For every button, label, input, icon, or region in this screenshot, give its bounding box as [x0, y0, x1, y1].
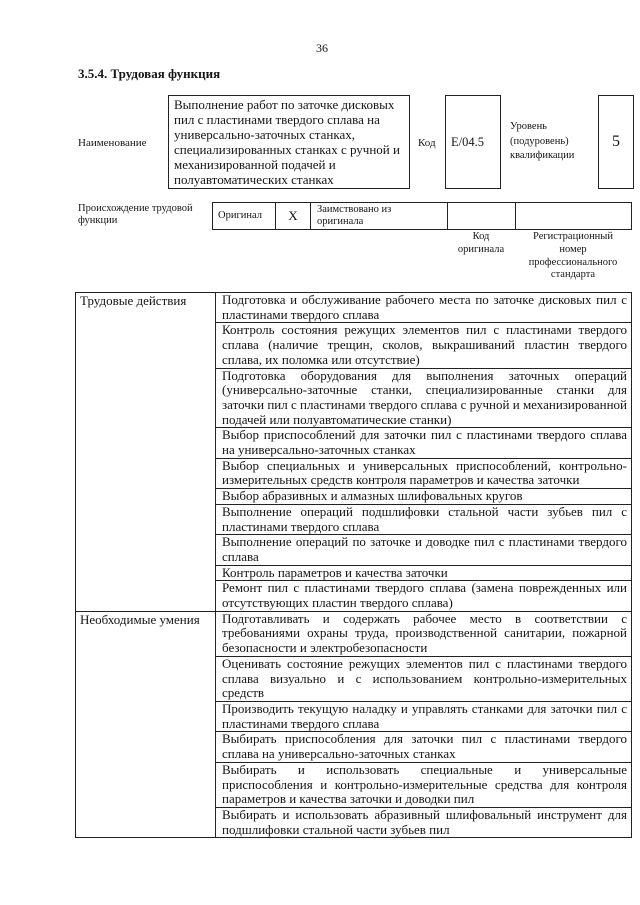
reg-number-label: Регистрационный номер профессионального стандарта: [528, 231, 618, 281]
level-value: 5: [612, 133, 620, 150]
origin-original-label: Оригинал: [213, 203, 276, 230]
section-heading: 3.5.4. Трудовая функция: [78, 66, 221, 81]
origin-reg-number-cell: [516, 203, 632, 230]
skill-item: Выбирать приспособления для заточки пил с пластинами твердого сплава на универсально-заточных станках: [216, 732, 632, 762]
origin-code-cell: [448, 203, 516, 230]
labor-action-item: Подготовка оборудования для выполнения заточных операций (универсально-заточные станки, специализированные станки для заточки пил с пластинами твердого сплава с ручной и механизированной подачей или полуавтоматические станки): [216, 368, 632, 428]
code-original-label: Код оригинала: [457, 231, 505, 255]
labor-action-item: Выполнение операций по заточке и доводке пил с пластинами твердого сплава: [216, 535, 632, 565]
skills-label: Необходимые умения: [76, 611, 216, 838]
skill-item: Производить текущую наладку и управлять станками для заточки пил с пластинами твердого сплава: [216, 701, 632, 731]
labor-action-item: Выбор абразивных и алмазных шлифовальных кругов: [216, 489, 632, 505]
labor-action-item: Выбор приспособлений для заточки пил с пластинами твердого сплава на универсально-заточных станках: [216, 428, 632, 458]
table-row: [76, 293, 632, 323]
labor-action-item: Подготовка и обслуживание рабочего места по заточке дисковых пил с пластинами твердого сплава: [216, 293, 632, 323]
table-row: [76, 611, 632, 656]
origin-original-mark: X: [276, 203, 311, 230]
code-value: E/04.5: [451, 135, 484, 149]
labor-actions-label: Трудовые действия: [76, 293, 216, 612]
labor-action-item: Контроль параметров и качества заточки: [216, 565, 632, 581]
origin-table: [212, 202, 632, 230]
origin-borrowed-label: Заимствовано из оригинала: [311, 203, 448, 230]
skill-item: Выбирать и использовать специальные и универсальные приспособления и контрольно-измерительные средства для контроля параметров и качества заточки и доводки пил: [216, 762, 632, 807]
skill-item: Выбирать и использовать абразивный шлифовальный инструмент для подшлифовки стальной части зубьев пил: [216, 807, 632, 837]
skill-item: Оценивать состояние режущих элементов пил с пластинами твердого сплава визуально и с использованием контрольно-измерительных средств: [216, 656, 632, 701]
origin-row: [213, 203, 632, 230]
code-label: Код: [418, 137, 436, 149]
labor-action-item: Контроль состояния режущих элементов пил с пластинами твердого сплава (наличие трещин, сколов, выкрашиваний пластин твердого сплава, их поломка или отсутствие): [216, 323, 632, 368]
code-value-box: [445, 95, 501, 189]
labor-function-table: [75, 292, 632, 838]
page-number: 36: [316, 41, 328, 55]
level-value-box: [598, 95, 634, 189]
labor-action-item: Ремонт пил с пластинами твердого сплава (замена поврежденных или отсутствующих пластин твердого сплава): [216, 581, 632, 611]
level-label: Уровень (подуровень) квалификации: [510, 121, 575, 161]
labor-action-item: Выбор специальных и универсальных приспособлений, контрольно-измерительных средств контроля параметров и качества заточки: [216, 458, 632, 488]
origin-label: Происхождение трудовой функции: [78, 203, 193, 226]
name-value: Выполнение работ по заточке дисковых пил с пластинами твердого сплава на универсально-заточных станках, специализированных станках с ручной и механизированной подачей и полуавтоматических станках: [168, 95, 410, 189]
skill-item: Подготавливать и содержать рабочее место в соответствии с требованиями охраны труда, производственной санитарии, пожарной безопасности и электробезопасности: [216, 611, 632, 656]
name-label: Наименование: [78, 137, 147, 149]
labor-action-item: Выполнение операций подшлифовки стальной части зубьев пил с пластинами твердого сплава: [216, 504, 632, 534]
